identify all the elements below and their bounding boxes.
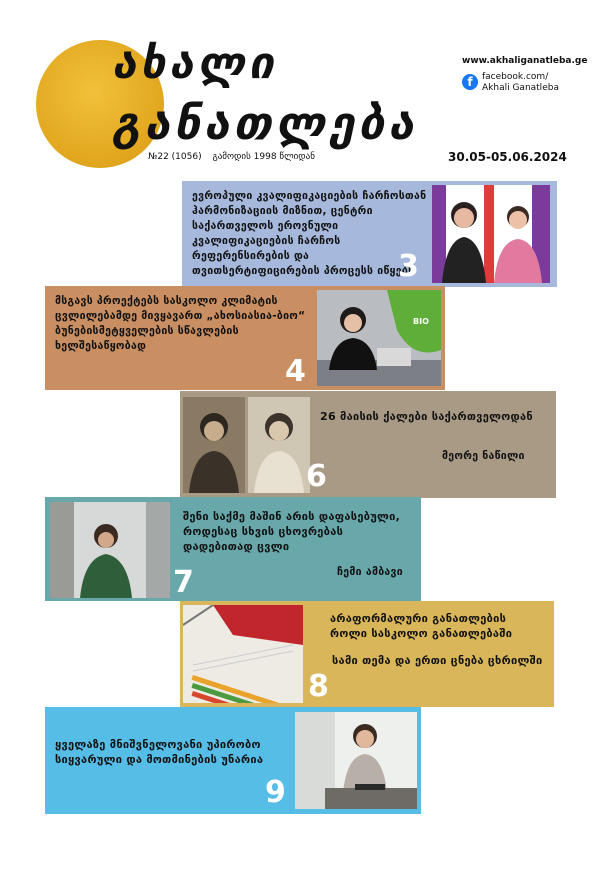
page-number: 7 [173, 565, 194, 600]
article-photo-person-snow [50, 502, 170, 598]
article-block-4[interactable] [45, 497, 421, 601]
website-link[interactable]: www.akhaliganatleba.ge [462, 56, 588, 66]
page-number: 8 [308, 669, 329, 704]
issue-info [148, 152, 323, 162]
article-photo-speaker [317, 290, 441, 386]
article-photo-two-women [432, 185, 550, 283]
article-text: ყველაზე მნიშვნელოვანი უპირობო სიყვარული და მოთმინების უნარია [55, 738, 264, 766]
facebook-icon[interactable]: f [462, 74, 478, 90]
facebook-line1: facebook.com/ [482, 72, 549, 82]
svg-text:BIO: BIO [413, 317, 429, 326]
article-block-2[interactable] [45, 286, 445, 390]
article-photo-historical-women [183, 397, 310, 493]
article-photo-pencils-notebook [183, 605, 303, 703]
article-subtitle: სამი თემა და ერთი ცნება ცხრილში [332, 654, 543, 667]
article-subtitle: მეორე ნაწილი [442, 450, 525, 462]
issue-date-range: 30.05-05.06.2024 [448, 150, 567, 164]
masthead-title-line2: განათლება [112, 96, 418, 150]
article-text: 26 მაისის ქალები საქართველოდან [320, 410, 533, 423]
article-block-3[interactable] [180, 391, 556, 498]
article-block-6[interactable] [45, 707, 421, 814]
article-text: შენი საქმე მაშინ არის დაფასებული, როდესაც სხვის ცხოვრებას დადებითად ცვლი [183, 510, 401, 553]
published-since: გამოდის 1998 წლიდან [212, 152, 315, 162]
article-photo-teacher [295, 712, 417, 809]
page-number: 3 [398, 249, 419, 284]
masthead-title-line1: ახალი [112, 38, 278, 89]
page-number: 6 [306, 459, 327, 494]
article-subtitle: ჩემი ამბავი [337, 566, 403, 578]
article-text: ევროპული კვალიფიკაციების ჩარჩოსთან ჰარმონიზაციის მიზნით, ცენტრი საქართველოს ეროვნული კვალიფიკაციების ჩარჩოს რეფერენსირების და თვითსერტიფიცირების პროცესს იწყებს [192, 190, 427, 277]
facebook-link[interactable] [482, 72, 559, 94]
article-block-5[interactable] [180, 601, 554, 707]
page-number: 4 [285, 354, 306, 389]
issue-number: №22 (1056) [148, 152, 202, 162]
page-number: 9 [265, 775, 286, 810]
article-block-1[interactable] [182, 181, 557, 287]
article-text: არაფორმალური განათლების როლი სასკოლო განათლებაში [330, 612, 513, 640]
article-text: მსგავს პროექტებს სასკოლო კლიმატის ცვლილებამდე მივყავართ „ახოსიასია-ბიო“ ბუნებისმეტყველების სწავლების ხელშესაწყობად [55, 295, 306, 352]
facebook-line2: Akhali Ganatleba [482, 83, 559, 93]
